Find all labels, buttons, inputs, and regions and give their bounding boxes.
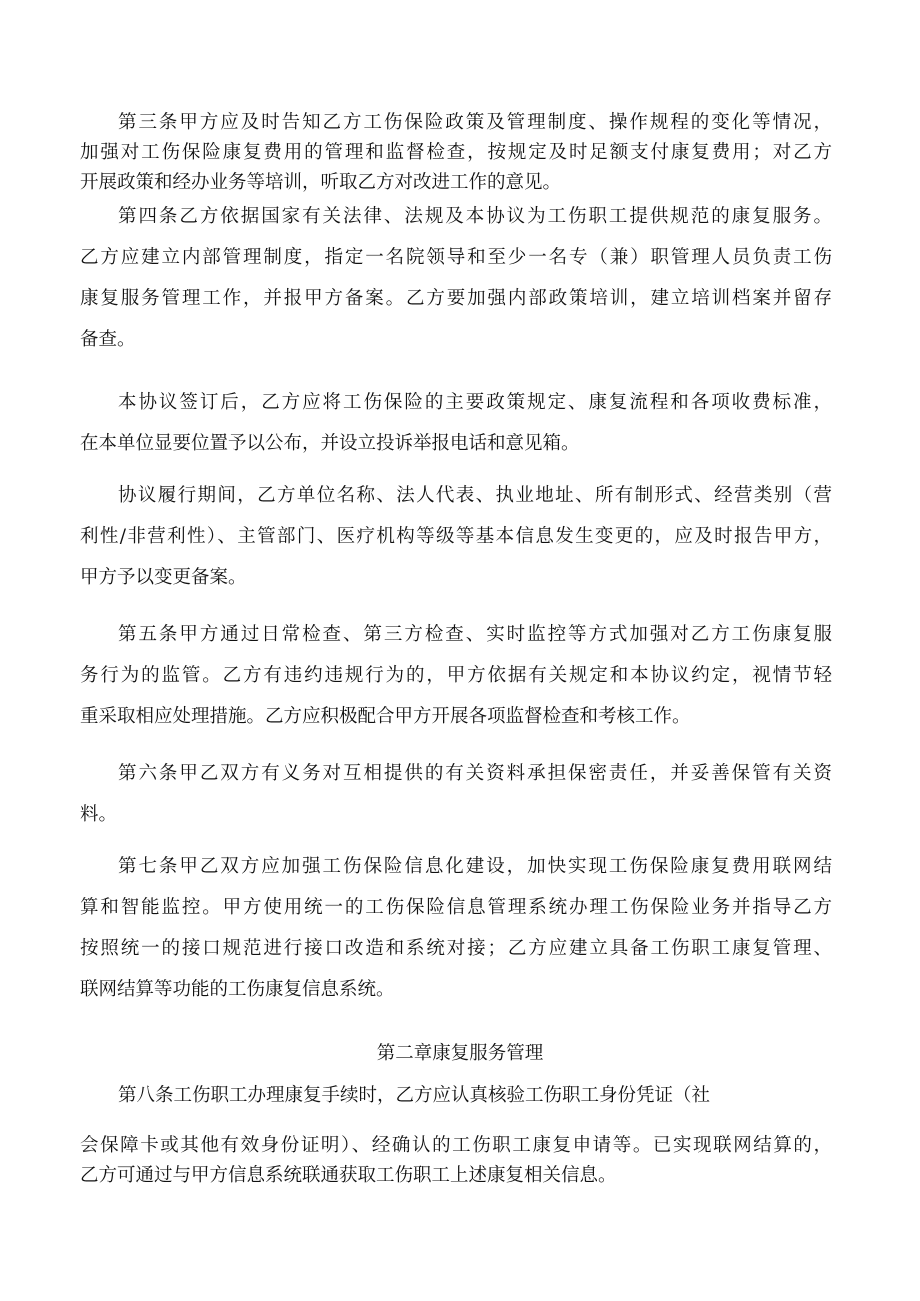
paragraph-article-8-start: [80, 1081, 832, 1111]
text-line: 在本单位显要位置予以公布，并设立投诉举报电话和意见箱。: [80, 433, 580, 454]
text-line: 第八条工伤职工办理康复手续时，乙方应认真核验工伤职工身份凭证（社: [118, 1085, 711, 1106]
text-line: 协议履行期间，乙方单位名称、法人代表、执业地址、所有制形式、经营类别（营: [118, 485, 832, 506]
text-line: 康复服务管理工作，并报甲方备案。乙方要加强内部政策培训，建立培训档案并留存: [80, 288, 832, 309]
chapter-heading: 第二章康复服务管理: [376, 1043, 544, 1064]
paragraph-article-4: [80, 196, 832, 360]
text-line: 加强对工伤保险康复费用的管理和监督检查，按规定及时足额支付康复费用；对乙方: [80, 142, 832, 163]
paragraph-info-changes: [80, 475, 832, 598]
paragraph-publication: [80, 382, 832, 464]
text-line: 第六条甲乙双方有义务对互相提供的有关资料承担保密责任，并妥善保管有关资: [118, 763, 832, 784]
text-line: 本协议签订后，乙方应将工伤保险的主要政策规定、康复流程和各项收费标准，: [118, 392, 832, 413]
text-line: 第五条甲方通过日常检查、第三方检查、实时监控等方式加强对乙方工伤康复服: [118, 624, 832, 645]
paragraph-article-3: [80, 108, 832, 198]
text-line: 算和智能监控。甲方使用统一的工伤保险信息管理系统办理工伤保险业务并指导乙方: [80, 897, 832, 918]
text-line: 会保障卡或其他有效身份证明）、经确认的工伤职工康复申请等。已实现联网结算的，: [80, 1135, 832, 1156]
text-line: 按照统一的接口规范进行接口改造和系统对接；乙方应建立具备工伤职工康复管理、: [80, 938, 832, 959]
text-line: 甲方予以变更备案。: [80, 567, 247, 588]
text-line: 开展政策和经办业务等培训，听取乙方对改进工作的意见。: [80, 172, 562, 193]
paragraph-article-5: [80, 614, 832, 737]
text-line: 第三条甲方应及时告知乙方工伤保险政策及管理制度、操作规程的变化等情况，: [118, 112, 832, 133]
paragraph-article-7: [80, 846, 832, 1010]
text-line: 第七条甲乙双方应加强工伤保险信息化建设，加快实现工伤保险康复费用联网结: [118, 856, 832, 877]
text-line: 乙方可通过与甲方信息系统联通获取工伤职工上述康复相关信息。: [80, 1165, 617, 1186]
paragraph-article-8-rest: [80, 1131, 832, 1191]
text-line: 料。: [80, 804, 118, 825]
text-line: 联网结算等功能的工伤康复信息系统。: [80, 979, 395, 1000]
text-line: 务行为的监管。乙方有违约违规行为的，甲方依据有关规定和本协议约定，视情节轻: [80, 665, 832, 686]
text-line: 利性/非营利性）、主管部门、医疗机构等级等基本信息发生变更的，应及时报告甲方，: [80, 526, 832, 547]
text-line: 乙方应建立内部管理制度，指定一名院领导和至少一名专（兼）职管理人员负责工伤: [80, 247, 832, 268]
paragraph-article-6: [80, 753, 832, 835]
text-line: 第四条乙方依据国家有关法律、法规及本协议为工伤职工提供规范的康复服务。: [118, 206, 832, 227]
text-line: 重采取相应处理措施。乙方应积极配合甲方开展各项监督检查和考核工作。: [80, 706, 691, 727]
text-line: 备查。: [80, 329, 136, 350]
